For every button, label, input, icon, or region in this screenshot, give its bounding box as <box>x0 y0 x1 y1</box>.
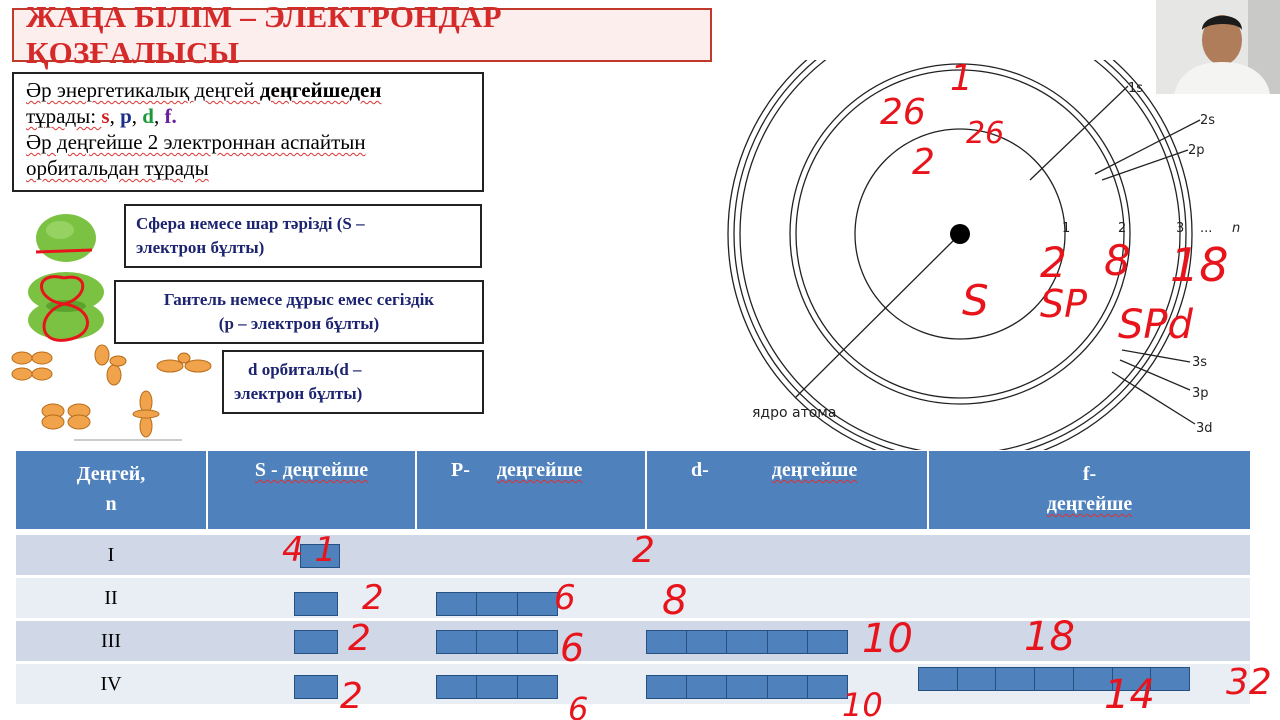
header-f-letter: f- <box>1082 463 1097 485</box>
hand-sub-spd: SPd <box>1118 302 1193 348</box>
hand-row2-p: 6 <box>554 578 576 618</box>
intro-line-4: орбитальдан тұрады <box>26 156 209 180</box>
label-2s: 2s <box>1200 113 1216 128</box>
s-def-line2: электрон бұлты) <box>136 238 265 257</box>
header-level <box>16 451 206 529</box>
hand-row4-p: 6 <box>568 690 589 720</box>
nucleus-label: ядро атома <box>752 405 837 421</box>
d-def-line1: d орбиталь(d – <box>248 360 362 379</box>
hand-diagram-26a: 26 <box>880 92 926 133</box>
level-number-1: 1 <box>1062 221 1071 236</box>
s-orbital-definition <box>124 204 482 268</box>
hand-row2-s: 2 <box>362 578 384 618</box>
intro-line-2: тұрады: s, p, d, f. <box>26 104 177 128</box>
row-level: IV <box>100 673 122 695</box>
hand-row3-d: 10 <box>862 616 913 662</box>
hand-row4-f: 14 <box>1104 672 1155 718</box>
p-orbital-cells <box>436 630 558 654</box>
p-orbital-cells <box>436 592 558 616</box>
level-number-3: 3 <box>1176 221 1185 236</box>
hand-row2-total: 8 <box>662 578 688 624</box>
p-orbital-definition <box>114 280 484 344</box>
label-1s: 1s <box>1128 81 1144 96</box>
hand-sub-sp: SP <box>1040 282 1088 326</box>
sublevel-s: s <box>101 104 110 128</box>
header-p <box>415 451 645 529</box>
label-2p: 2p <box>1188 143 1205 158</box>
presenter-webcam <box>1156 0 1280 94</box>
d-orbital-cells <box>646 630 848 654</box>
row-level: III <box>101 630 121 652</box>
hand-row3-p: 6 <box>560 626 585 670</box>
hand-row3-total: 18 <box>1024 614 1075 660</box>
slide-title-box <box>12 0 712 70</box>
header-p-letter: P- <box>451 459 470 481</box>
p-orbital-icon <box>28 272 104 340</box>
d-def-line2: электрон бұлты) <box>234 384 363 403</box>
intro-box <box>12 72 484 192</box>
header-f-label: деңгейше <box>1046 493 1133 515</box>
hand-row3-s: 2 <box>348 618 371 659</box>
intro-text: Әр энергетикалық деңгей <box>26 78 260 102</box>
p-orbital-cells <box>436 675 558 699</box>
hand-row4-d: 10 <box>842 686 883 720</box>
header-p-label: деңгейше <box>496 459 583 481</box>
hand-row1-s: 4 1 <box>282 530 337 570</box>
s-def-line1: Сфера немесе шар тәрізді (S – <box>136 214 365 233</box>
intro-bold: деңгейшеден <box>259 78 382 102</box>
header-s <box>206 451 415 529</box>
level-number-2: 2 <box>1118 221 1127 236</box>
sublevel-f: f. <box>164 104 177 128</box>
header-f <box>927 451 1250 529</box>
level-number-ellipsis: ... <box>1200 221 1213 236</box>
row-level: II <box>104 587 118 609</box>
table-header <box>16 451 1250 529</box>
d-orbital-definition <box>222 350 484 414</box>
header-level-label: Деңгей, <box>76 463 146 485</box>
slide-title: ЖАҢА БІЛІМ – ЭЛЕКТРОНДАР ҚОЗҒАЛЫСЫ <box>26 0 502 70</box>
hand-row4-total: 32 <box>1226 662 1272 703</box>
hand-diagram-2: 2 <box>912 142 935 183</box>
hand-row1-total: 2 <box>632 530 655 571</box>
label-3d: 3d <box>1196 421 1213 436</box>
hand-row4-s: 2 <box>340 676 363 717</box>
d-orbital-icon <box>12 345 211 437</box>
hand-diagram-26b: 26 <box>966 116 1005 151</box>
header-d <box>645 451 927 529</box>
level-number-n: n <box>1232 221 1241 236</box>
intro-text: тұрады: <box>26 104 102 128</box>
table-row <box>16 664 1250 704</box>
s-orbital-cell <box>294 592 338 616</box>
s-orbital-cell <box>294 675 338 699</box>
header-level-n: n <box>105 493 117 515</box>
nucleus <box>950 224 970 244</box>
p-def-line2: (p – электрон бұлты) <box>218 314 380 333</box>
s-orbital-icon <box>36 214 96 262</box>
hand-sub-s: S <box>962 276 989 325</box>
hand-level-18: 18 <box>1170 238 1229 292</box>
header-d-label: деңгейше <box>771 459 858 481</box>
header-d-letter: d- <box>691 459 709 481</box>
intro-line-1 <box>26 77 470 103</box>
row-level: I <box>107 544 115 566</box>
s-orbital-cell <box>294 630 338 654</box>
presenter-avatar <box>1156 0 1280 94</box>
sublevel-d: d <box>142 104 154 128</box>
p-def-line1: Гантель немесе дұрыс емес сегіздік <box>163 290 435 309</box>
header-s-label: S - деңгейше <box>254 459 369 481</box>
table-row <box>16 578 1250 618</box>
label-3s: 3s <box>1192 355 1208 370</box>
intro-line-3: Әр деңгейше 2 электроннан аспайтын <box>26 130 366 154</box>
hand-diagram-1: 1 <box>950 58 973 99</box>
hand-level-2: 2 <box>1040 238 1067 287</box>
label-3p: 3p <box>1192 386 1209 401</box>
hand-level-8: 8 <box>1104 236 1131 285</box>
sublevel-p: p <box>120 104 132 128</box>
d-orbital-cells <box>646 675 848 699</box>
